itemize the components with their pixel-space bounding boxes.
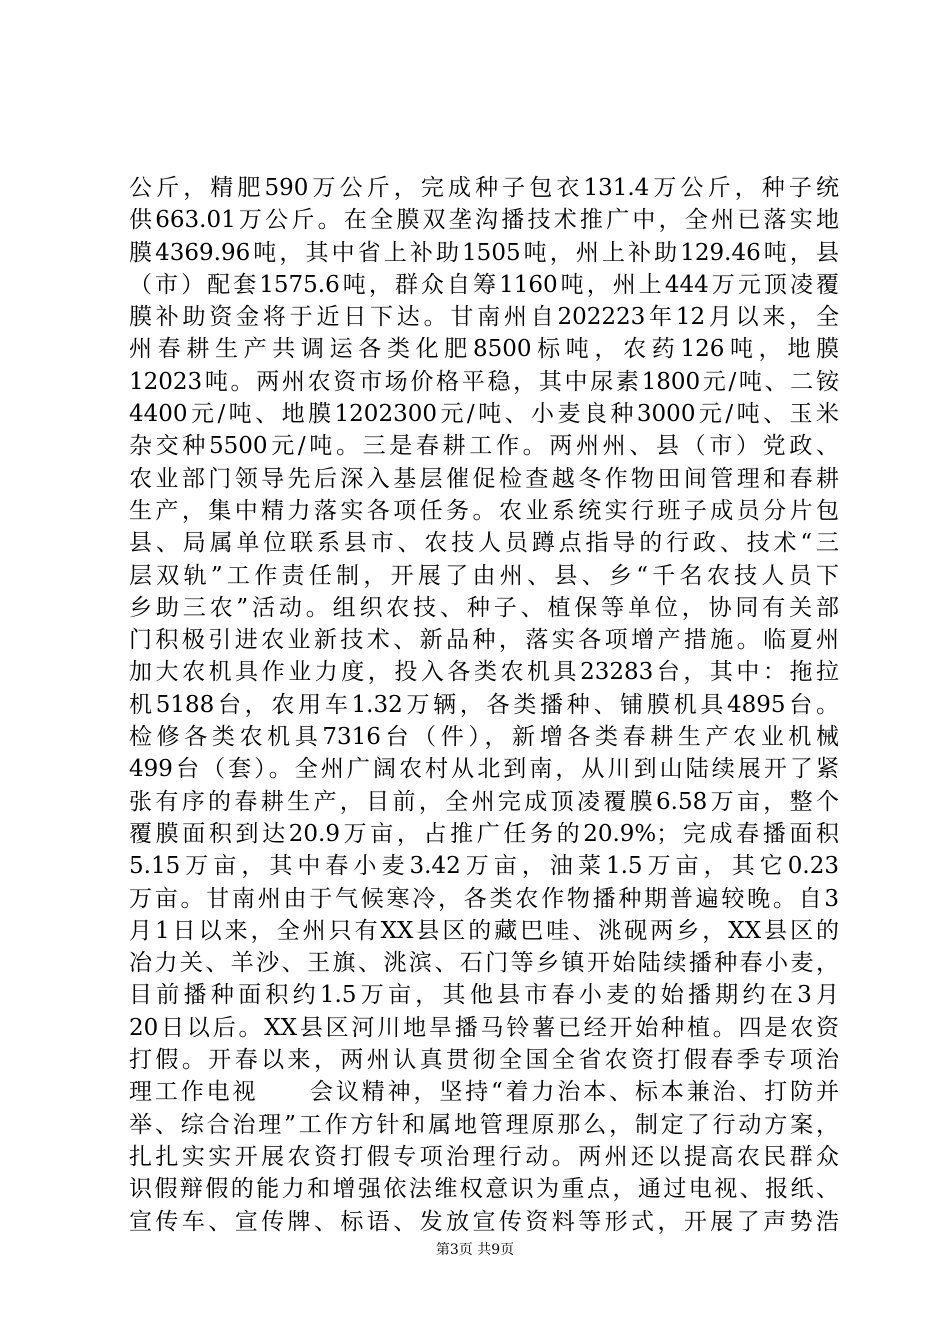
text-line: 膜4369.96吨，其中省上补助1505吨，州上补助129.46吨，县 — [129, 239, 839, 266]
text-line: 冶力关、羊沙、王旗、洮滨、石门等乡镇开始陆续播种春小麦， — [129, 950, 839, 977]
text-line: 识假辩假的能力和增强依法维权意识为重点，通过电视、报纸、 — [129, 1176, 839, 1203]
text-line: 理工作电视 会议精神，坚持“着力治本、标本兼治、打防并 — [129, 1079, 839, 1106]
text-line: 公斤，精肥590万公斤，完成种子包衣131.4万公斤，种子统 — [129, 175, 839, 201]
page-number-footer: 第3页 共9页 — [435, 1242, 515, 1258]
text-line: 12023吨。两州农资市场价格平稳，其中尿素1800元/吨、二铵 — [129, 368, 839, 395]
text-line: 4400元/吨、地膜1202300元/吨、小麦良种3000元/吨、玉米 — [129, 401, 839, 428]
text-line: 举、综合治理”工作方针和属地管理原那么，制定了行动方案， — [129, 1111, 839, 1138]
text-line: 机5188台，农用车1.32万辆，各类播种、铺膜机具4895台。 — [129, 691, 839, 718]
text-line: 农业部门领导先后深入基层催促检查越冬作物田间管理和春耕 — [129, 465, 839, 492]
text-line: 层双轨”工作责任制，开展了由州、县、乡“千名农技人员下 — [129, 562, 839, 589]
text-line: 张有序的春耕生产，目前，全州完成顶凌覆膜6.58万亩，整个 — [129, 788, 839, 815]
text-line: 宣传车、宣传牌、标语、发放宣传资料等形式，开展了声势浩 — [129, 1208, 839, 1235]
text-line: 县、局属单位联系县市、农技人员蹲点指导的行政、技术“三 — [129, 530, 839, 557]
body-text — [129, 172, 839, 1238]
text-line: 生产，集中精力落实各项任务。农业系统实行班子成员分片包 — [129, 497, 839, 524]
text-line: 供663.01万公斤。在全膜双垄沟播技术推广中，全州已落实地 — [129, 207, 839, 234]
text-line: 目前播种面积约1.5万亩，其他县市春小麦的始播期约在3月 — [129, 982, 839, 1009]
text-line: （市）配套1575.6吨，群众自筹1160吨，州上444万元顶凌覆 — [129, 271, 839, 298]
text-line: 覆膜面积到达20.9万亩，占推广任务的20.9%；完成春播面积 — [129, 820, 839, 847]
text-line: 膜补助资金将于近日下达。甘南州自202223年12月以来，全 — [129, 304, 839, 331]
text-line: 5.15万亩，其中春小麦3.42万亩，油菜1.5万亩，其它0.23 — [129, 853, 839, 880]
text-line: 万亩。甘南州由于气候寒冷，各类农作物播种期普遍较晚。自3 — [129, 885, 839, 912]
text-line: 月1日以来，全州只有XX县区的藏巴哇、洮砚两乡，XX县区的 — [129, 917, 839, 944]
text-line: 20日以后。XX县区河川地旱播马铃薯已经开始种植。四是农资 — [129, 1014, 839, 1041]
text-line: 州春耕生产共调运各类化肥8500标吨，农药126吨，地膜 — [129, 336, 839, 363]
text-line: 杂交种5500元/吨。三是春耕工作。两州州、县（市）党政、 — [129, 433, 839, 460]
text-line: 499台（套）。全州广阔农村从北到南，从川到山陆续展开了紧 — [129, 756, 839, 783]
text-line: 门积极引进农业新技术、新品种，落实各项增产措施。临夏州 — [129, 627, 839, 654]
text-line: 乡助三农”活动。组织农技、种子、植保等单位，协同有关部 — [129, 594, 839, 621]
text-line: 检修各类农机具7316台（件），新增各类春耕生产农业机械 — [129, 724, 839, 751]
text-line: 扎扎实实开展农资打假专项治理行动。两州还以提高农民群众 — [129, 1143, 839, 1170]
text-line: 加大农机具作业力度，投入各类农机具23283台，其中：拖拉 — [129, 659, 839, 686]
text-line: 打假。开春以来，两州认真贯彻全国全省农资打假春季专项治 — [129, 1047, 839, 1074]
